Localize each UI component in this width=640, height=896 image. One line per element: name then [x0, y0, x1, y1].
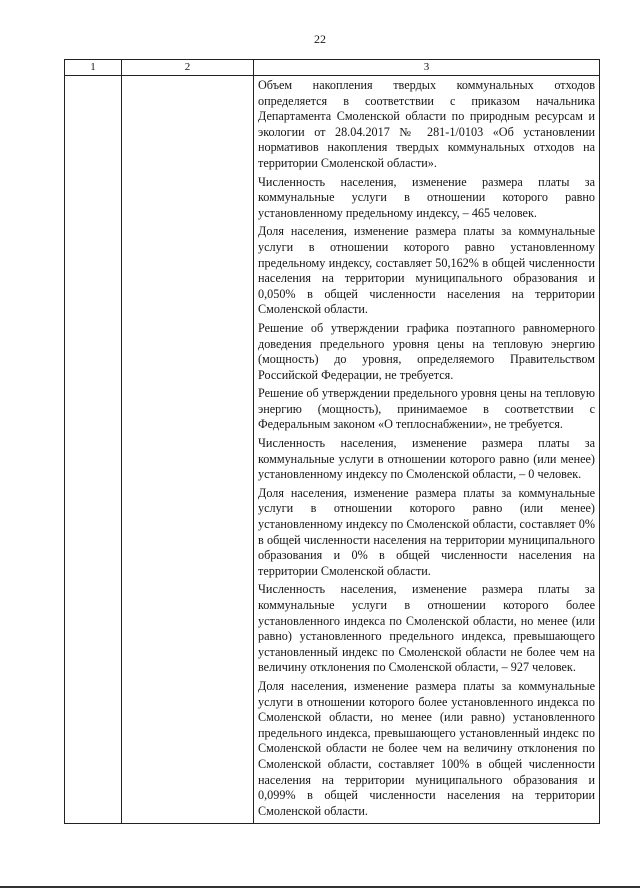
page-number: 22: [314, 32, 326, 46]
paragraph-population-above-index: Численность населения, изменение размера платы за коммунальные услуги в отношении которого более установленного индекса по Смоленской области, но менее (или равно) установленного предельного индекса, превышающего установленный индекс по Смоленской области не более чем на величину отклонения по Смоленской области, – 927 человек.: [258, 582, 595, 675]
column-3-cell: [254, 76, 600, 824]
column-header-3: 3: [254, 60, 600, 76]
paragraph-population-equal-limit: Численность населения, изменение размера платы за коммунальные услуги в отношении которого равно установленному предельному индексу, – 465 человек.: [258, 174, 595, 220]
paragraph-waste-volume: Объем накопления твердых коммунальных отходов определяется в соответствии с приказом начальника Департамента Смоленской области по природным ресурсам и экологии от 28.04.2017 № 281-1/0103 «Об установлении нормативов накопления твердых коммунальных отходов на территории Смоленской области».: [258, 78, 595, 170]
paragraph-population-below-index: Численность населения, изменение размера платы за коммунальные услуги в отношении которого равно (или менее) установленному индексу по Смоленской области, – 0 человек.: [258, 436, 595, 482]
column-1-cell: [65, 76, 122, 824]
column-2-cell: [122, 76, 254, 824]
paragraph-heat-price-limit: Решение об утверждении предельного уровня цены на тепловую энергию (мощность), принимаемое в соответствии с Федеральным законом «О теплоснабжении», не требуется.: [258, 386, 595, 432]
bottom-rule: [0, 886, 640, 888]
paragraph-heat-price-schedule: Решение об утверждении графика поэтапного равномерного доведения предельного уровня цены на тепловую энергию (мощность) до уровня, определяемого Правительством Российской Федерации, не требуется.: [258, 320, 595, 382]
table-row: [65, 76, 600, 824]
column-header-1: 1: [65, 60, 122, 76]
column-header-2: 2: [122, 60, 254, 76]
paragraph-share-below-index: Доля населения, изменение размера платы за коммунальные услуги в отношении которого равно (или менее) установленному индексу по Смоленской области, составляет 0% в общей численности населения на территории муниципального образования и 0% в общей численности населения на территории Смоленской области.: [258, 485, 595, 578]
paragraph-share-above-index: Доля населения, изменение размера платы за коммунальные услуги в отношении которого более установленного индекса по Смоленской области, но менее (или равно) установленного предельного индекса, превышающего установленный индекс по Смоленской области не более чем на величину отклонения по Смоленской области, составляет 100% в общей численности населения на территории муниципального образования и 0,099% в общей численности населения на территории Смоленской области.: [258, 678, 595, 818]
table-header-row: [65, 60, 600, 76]
paragraph-share-equal-limit: Доля населения, изменение размера платы за коммунальные услуги в отношении которого равно установленному предельному индексу, составляет 50,162% в общей численности населения на территории муниципального образования и 0,050% в общей численности населения на территории Смоленской области.: [258, 224, 595, 317]
document-table: [64, 59, 600, 824]
